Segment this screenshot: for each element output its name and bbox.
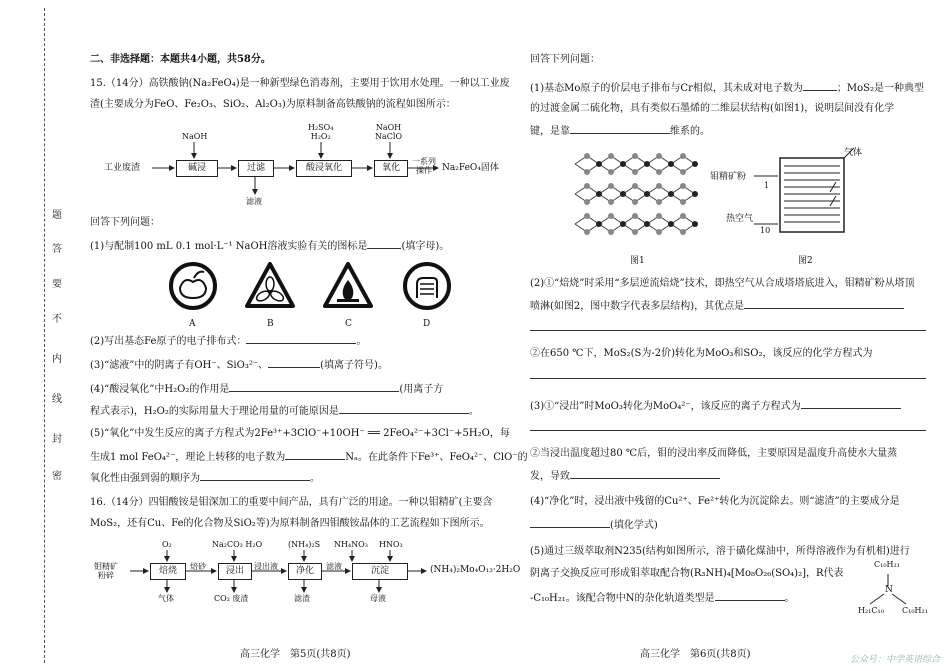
q16-part3c: 发，导致 xyxy=(530,468,720,484)
margin-char: 答 xyxy=(52,244,62,255)
answer-blank[interactable] xyxy=(570,468,720,479)
flow-side-product: 滤液 xyxy=(246,197,262,206)
flame-icon xyxy=(325,264,371,306)
margin-char: 要 xyxy=(52,279,62,290)
seal-line xyxy=(44,8,45,663)
icon-label: B xyxy=(267,319,274,329)
answer-blank[interactable] xyxy=(367,238,401,249)
q15-part4a: (4)“酸浸氧化”中H₂O₂的作用是 (用离子方 xyxy=(90,381,443,397)
answer-blank[interactable] xyxy=(285,449,345,460)
answer-blank[interactable] xyxy=(530,368,926,379)
q16-part2b: 喷淋(如图2，图中数字代表多层结构)，其优点是 xyxy=(530,298,904,314)
q16-part2c: ②在650 ℃下，MoS₂(S为-2价)转化为MoO₃和SO₂，该反应的化学方程式为 xyxy=(530,348,873,359)
answer-line xyxy=(530,368,926,384)
q15-part3: (3)“滤液”中的阴离子有OH⁻、SiO₃²⁻、 (填离子符号)。 xyxy=(90,357,388,373)
flow-start: 工业废渣 xyxy=(104,163,141,173)
struct-right: C₁₀H₂₁ xyxy=(902,606,928,615)
flow-box: 氧化 xyxy=(374,160,408,177)
flow-box: 浸出 xyxy=(218,563,252,580)
flow-box: 焙烧 xyxy=(150,563,186,580)
flow-box: 酸浸氧化 xyxy=(296,160,352,177)
answer-line xyxy=(530,320,926,336)
q15-part5c: 氧化性由强到弱的顺序为 。 xyxy=(90,470,320,486)
answer-blank[interactable] xyxy=(801,398,901,409)
flow-end: Na₂FeO₄固体 xyxy=(442,163,499,173)
fig2-air-label: 热空气 xyxy=(726,214,754,224)
flow-box: 净化 xyxy=(288,563,322,580)
answer-blank[interactable] xyxy=(530,420,926,431)
q16-part4a: (4)“净化”时，浸出液中残留的Cu²⁺、Fe²⁺转化为沉淀除去。则“滤渣”的主要成分是 xyxy=(530,496,900,507)
figure-caption: 图1 xyxy=(630,256,645,266)
answer-blank[interactable] xyxy=(530,320,926,331)
flow-reagent: (NH₄)₂S xyxy=(288,540,321,549)
q15-line: 渣(主要成分为FeO、Fe₂O₃、SiO₂、Al₂O₃)为原料制备高铁酸钠的流程如图所示： xyxy=(90,99,456,110)
struct-nitrogen: N xyxy=(885,585,893,595)
flow-mid: 焙砂 xyxy=(190,562,206,571)
margin-char: 内 xyxy=(52,354,62,365)
margin-char: 不 xyxy=(52,314,62,325)
flow-reagent: NaOH NaClO xyxy=(375,123,403,141)
icon-label: C xyxy=(345,319,352,329)
q16-part1a: (1)基态Mo原子的价层电子排布与Cr相似，其未成对电子数为 ；MoS₂是一种典型 xyxy=(530,80,924,96)
answer-blank[interactable] xyxy=(339,403,469,414)
binding-margin xyxy=(0,0,72,671)
hand-wash-icon xyxy=(405,264,449,308)
q16-part5a: (5)通过三级萃取剂N235(结构如图所示，溶于磺化煤油中，所得溶液作为有机相)进行 xyxy=(530,546,910,557)
fig2-gas-label: 气体 xyxy=(844,148,863,158)
flow-reagent: Na₂CO₃ H₂O xyxy=(212,540,263,549)
margin-char: 封 xyxy=(52,434,62,445)
flow-byproduct: 气体 xyxy=(158,594,174,603)
q16-part3a: (3)①“浸出”时MoO₃转化为MoO₄²⁻，该反应的离子方程式为 xyxy=(530,398,901,414)
flow-box: 碱浸 xyxy=(176,160,218,177)
flow-byproduct: CO₂ 废渣 xyxy=(214,594,249,603)
answer-blank[interactable] xyxy=(570,123,670,134)
flow-reagent: H₂SO₄ H₂O₂ xyxy=(308,123,334,141)
goggles-hand-icon xyxy=(171,264,215,308)
flow-start: 钼精矿 粉碎 xyxy=(94,562,118,580)
q15-part2: (2)写出基态Fe原子的电子排布式： 。 xyxy=(90,333,366,349)
q15-part4b: 程式表示)，H₂O₂的实际用量大于理论用量的可能原因是 。 xyxy=(90,403,479,419)
fan-icon xyxy=(247,264,293,306)
margin-char: 题 xyxy=(52,210,62,221)
answer-line xyxy=(530,420,926,436)
answer-blank[interactable] xyxy=(744,298,904,309)
flow-byproduct: 母液 xyxy=(370,594,386,603)
q16-part1c: 键，是靠 维系的。 xyxy=(530,123,710,139)
flow-end: (NH₄)₂Mo₄O₁₃·2H₂O xyxy=(430,565,521,575)
flow-series-op: 一系列 操作 xyxy=(412,157,436,175)
answer-blank[interactable] xyxy=(200,470,310,481)
answer-intro: 回答下列问题： xyxy=(90,217,160,228)
q15-part1: (1)与配制100 mL 0.1 mol·L⁻¹ NaOH溶液实验有关的图标是 (填字母)。 xyxy=(90,238,449,254)
fig2-layer-label: 10 xyxy=(760,226,771,235)
q16-line: MoS₂，还有Cu、Fe的化合物及SiO₂等)为原料制备四钼酸铵晶体的工艺流程如下图所示。 xyxy=(90,518,490,529)
q16-part3b: ②当浸出温度超过80 ℃后，钼的浸出率反而降低，主要原因是温度升高使水大量蒸 xyxy=(530,448,898,459)
margin-char: 线 xyxy=(52,394,62,405)
section-title: 二、非选择题：本题共4小题，共58分。 xyxy=(90,54,271,65)
answer-blank[interactable] xyxy=(268,357,320,368)
flow-reagent: NaOH xyxy=(182,132,208,141)
flow-mid: 浸出液 xyxy=(254,562,278,571)
q16-part2a: (2)①“焙烧”时采用“多层逆流焙烧”技术，即热空气从合成塔塔底进入，钼精矿粉从塔顶 xyxy=(530,278,915,289)
flow-mid: 滤液 xyxy=(326,562,342,571)
left-page xyxy=(90,0,528,671)
flow-box: 过滤 xyxy=(238,160,274,177)
struct-top: C₁₀H₂₁ xyxy=(874,560,900,569)
page-footer: 高三化学 第5页(共8页) xyxy=(240,649,351,660)
margin-char: 密 xyxy=(52,471,62,482)
flow-reagent: NH₄NO₃ xyxy=(334,540,368,549)
icon-label: A xyxy=(189,319,196,329)
fig2-layer-label: 1 xyxy=(764,181,770,190)
flow-reagent: HNO₃ xyxy=(379,540,403,549)
icon-label: D xyxy=(423,319,431,329)
flow-box: 沉淀 xyxy=(352,563,408,580)
answer-blank[interactable] xyxy=(715,590,785,601)
q15-part5a: (5)“氧化”中发生反应的离子方程式为2Fe³⁺+3ClO⁻+10OH⁻ ══ 2FeO₄²⁻+3Cl⁻+5H₂O，每 xyxy=(90,428,510,439)
q16-part1b: 的过渡金属二硫化物，具有类似石墨烯的二维层状结构(如图1)，说明层间没有化学 xyxy=(530,103,895,114)
icon-row xyxy=(168,262,468,320)
mos2-layer-figure xyxy=(570,152,720,247)
flow-reagent: O₂ xyxy=(162,540,172,549)
watermark: 公众号：中学英语综合 xyxy=(849,655,940,665)
page-footer: 高三化学 第6页(共8页) xyxy=(640,649,751,660)
answer-blank[interactable] xyxy=(246,333,356,344)
figure-caption: 图2 xyxy=(798,256,813,266)
answer-blank[interactable] xyxy=(803,80,837,91)
right-page xyxy=(530,0,938,671)
answer-intro: 回答下列问题： xyxy=(530,54,600,65)
q15-part5b: 生成1 mol FeO₄²⁻，理论上转移的电子数为 Nₐ。在此条件下Fe³⁺、FeO₄²⁻、ClO⁻的 xyxy=(90,449,528,465)
answer-blank[interactable] xyxy=(229,381,399,392)
q16-part5b: 阴离子交换反应可形成钼萃取配合物(R₃NH)₄[Mo₈O₂₆(SO₄)₂]，R代表 xyxy=(530,568,844,579)
q16-part4b: (填化学式) xyxy=(530,517,658,533)
q16-line: 16.（14分）四钼酸铵是钼深加工的重要中间产品，具有广泛的用途。一种以钼精矿(主要含 xyxy=(90,497,493,508)
q15-line: 15.（14分）高铁酸钠(Na₂FeO₄)是一种新型绿色消毒剂，主要用于饮用水处理。一种以工业废 xyxy=(90,78,510,89)
flow-byproduct: 滤渣 xyxy=(294,594,310,603)
answer-blank[interactable] xyxy=(530,517,610,528)
fig2-ore-label: 钼精矿粉 xyxy=(710,172,747,182)
q16-part5c: -C₁₀H₂₁。该配合物中N的杂化轨道类型是 。 xyxy=(530,590,795,606)
struct-left: H₂₁C₁₀ xyxy=(858,606,884,615)
